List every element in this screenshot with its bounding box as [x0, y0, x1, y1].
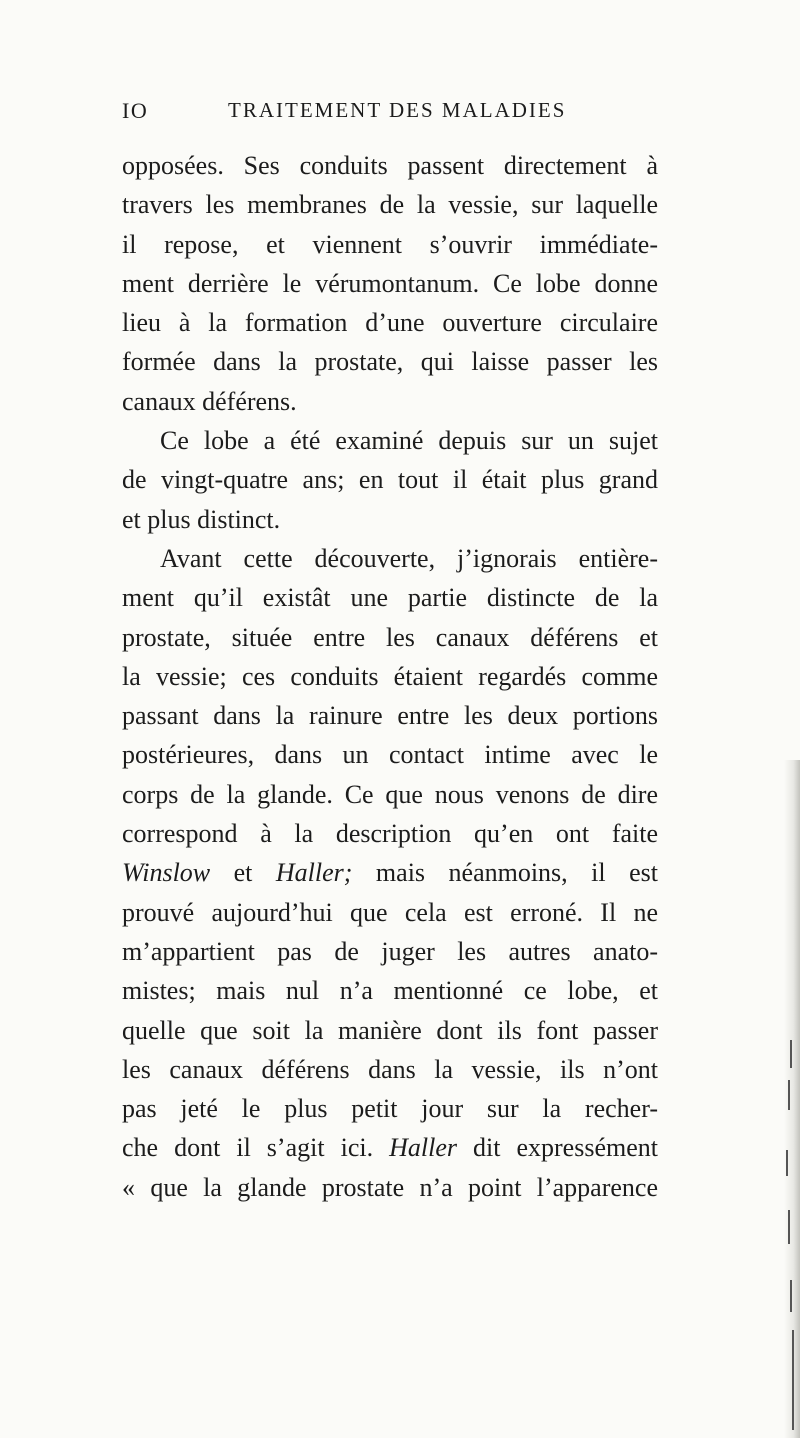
running-title: TRAITEMENT DES MALADIES [228, 98, 567, 122]
text-line: ment derrière le vérumontanum. Ce lobe donne [122, 268, 658, 298]
text-line: mistes; mais nul n’a mentionné ce lobe, et [122, 976, 658, 1006]
body-text [122, 146, 658, 1207]
text-fragment: mais néanmoins, il est [352, 858, 658, 888]
page-edge-mark [792, 1330, 794, 1430]
text-line: corps de la glande. Ce que nous venons de dire [122, 779, 658, 809]
text-line: prouvé aujourd’hui que cela est erroné. Il ne [122, 897, 658, 927]
text-line [122, 1128, 658, 1167]
page-header [122, 98, 662, 138]
text-line: Ce lobe a été examiné depuis sur un sujet [160, 426, 658, 456]
author-name-winslow: Winslow [122, 858, 211, 888]
author-name-haller: Haller [389, 1133, 457, 1163]
text-line: et plus distinct. [122, 504, 281, 534]
text-line: la vessie; ces conduits étaient regardés comme [122, 661, 658, 691]
text-line: Avant cette découverte, j’ignorais entière- [160, 543, 658, 573]
text-line: travers les membranes de la vessie, sur laquelle [122, 190, 658, 220]
page-edge-mark [788, 1210, 790, 1244]
text-line: opposées. Ses conduits passent directement à [122, 151, 658, 180]
text-line: de vingt-quatre ans; en tout il était plus grand [122, 465, 658, 495]
text-line: « que la glande prostate n’a point l’apparence [122, 1172, 658, 1202]
text-line: correspond à la description qu’en ont faite [122, 819, 658, 849]
text-line: passant dans la rainure entre les deux portions [122, 701, 658, 731]
text-line: quelle que soit la manière dont ils font passer [122, 1015, 658, 1045]
text-fragment: che dont il s’agit ici. [122, 1133, 390, 1163]
text-line: formée dans la prostate, qui laisse passer les [122, 347, 658, 377]
text-line: les canaux déférens dans la vessie, ils n’ont [122, 1054, 658, 1084]
page-edge-mark [790, 1280, 792, 1312]
text-line: postérieures, dans un contact intime avec le [122, 740, 658, 770]
author-name-haller: Haller; [275, 858, 353, 888]
page-edge-mark [790, 1040, 792, 1068]
text-line: pas jeté le plus petit jour sur la recher- [122, 1094, 658, 1124]
text-fragment: dit expressément [457, 1133, 658, 1163]
text-line: m’appartient pas de juger les autres anato- [122, 936, 658, 966]
page-edge-mark [786, 1150, 788, 1176]
page-edge-mark [788, 1080, 790, 1110]
text-line: lieu à la formation d’une ouverture circulaire [122, 308, 658, 338]
text-fragment: et [210, 858, 276, 888]
text-line: ment qu’il existât une partie distincte de la [122, 583, 658, 613]
text-line [122, 853, 658, 892]
page-number: IO [122, 98, 149, 123]
text-line: canaux déférens. [122, 386, 297, 416]
text-line: il repose, et viennent s’ouvrir immédiate- [122, 229, 658, 259]
text-line: prostate, située entre les canaux déférens et [122, 622, 658, 652]
